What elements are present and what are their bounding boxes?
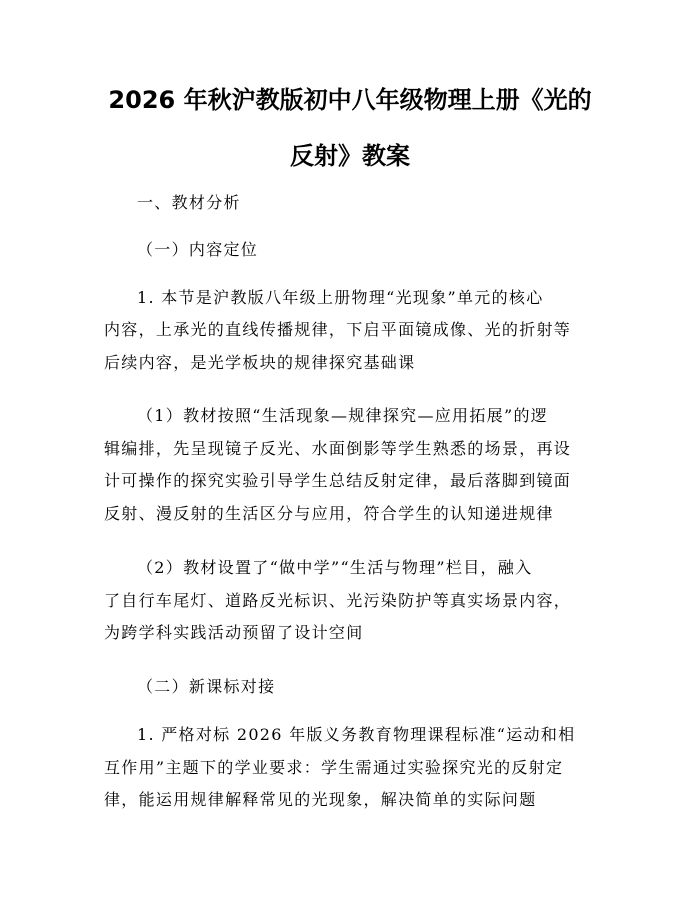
paragraph-line: 为跨学科实践活动预留了设计空间 [104,623,364,642]
subsection-heading-curriculum-standard: （二）新课标对接 [137,677,276,696]
paragraph-line: （1）教材按照“生活现象—规律探究—应用拓展”的逻 [137,406,549,425]
paragraph-line: 律，能运用规律解释常见的光现象，解决简单的实际问题 [104,790,537,809]
section-heading-textbook-analysis: 一、教材分析 [137,193,241,212]
document-title-line-2: 反射》教案 [290,142,410,170]
paragraph-line: 后续内容，是光学板块的规律探究基础课 [104,353,416,372]
paragraph-line: 1. 严格对标 2026 年版义务教育物理课程标准“运动和相 [137,725,576,744]
paragraph-line: 反射、漫反射的生活区分与应用，符合学生的认知递进规律 [104,504,554,523]
paragraph-line: 内容，上承光的直线传播规律，下启平面镜成像、光的折射等 [104,320,572,339]
paragraph-line: 了自行车尾灯、道路反光标识、光污染防护等真实场景内容， [104,591,572,610]
paragraph-line: 辑编排，先呈现镜子反光、水面倒影等学生熟悉的场景，再设 [104,439,572,458]
document-title-line-1: 2026 年秋沪教版初中八年级物理上册《光的 [108,86,592,114]
paragraph-line: （2）教材设置了“做中学”“生活与物理”栏目，融入 [137,558,533,577]
paragraph-line: 互作用”主题下的学业要求：学生需通过实验探究光的反射定 [104,758,564,777]
paragraph-line: 1. 本节是沪教版八年级上册物理“光现象”单元的核心 [137,288,544,307]
paragraph-line: 计可操作的探究实验引导学生总结反射定律，最后落脚到镜面 [104,471,572,490]
subsection-heading-content-positioning: （一）内容定位 [137,240,259,259]
